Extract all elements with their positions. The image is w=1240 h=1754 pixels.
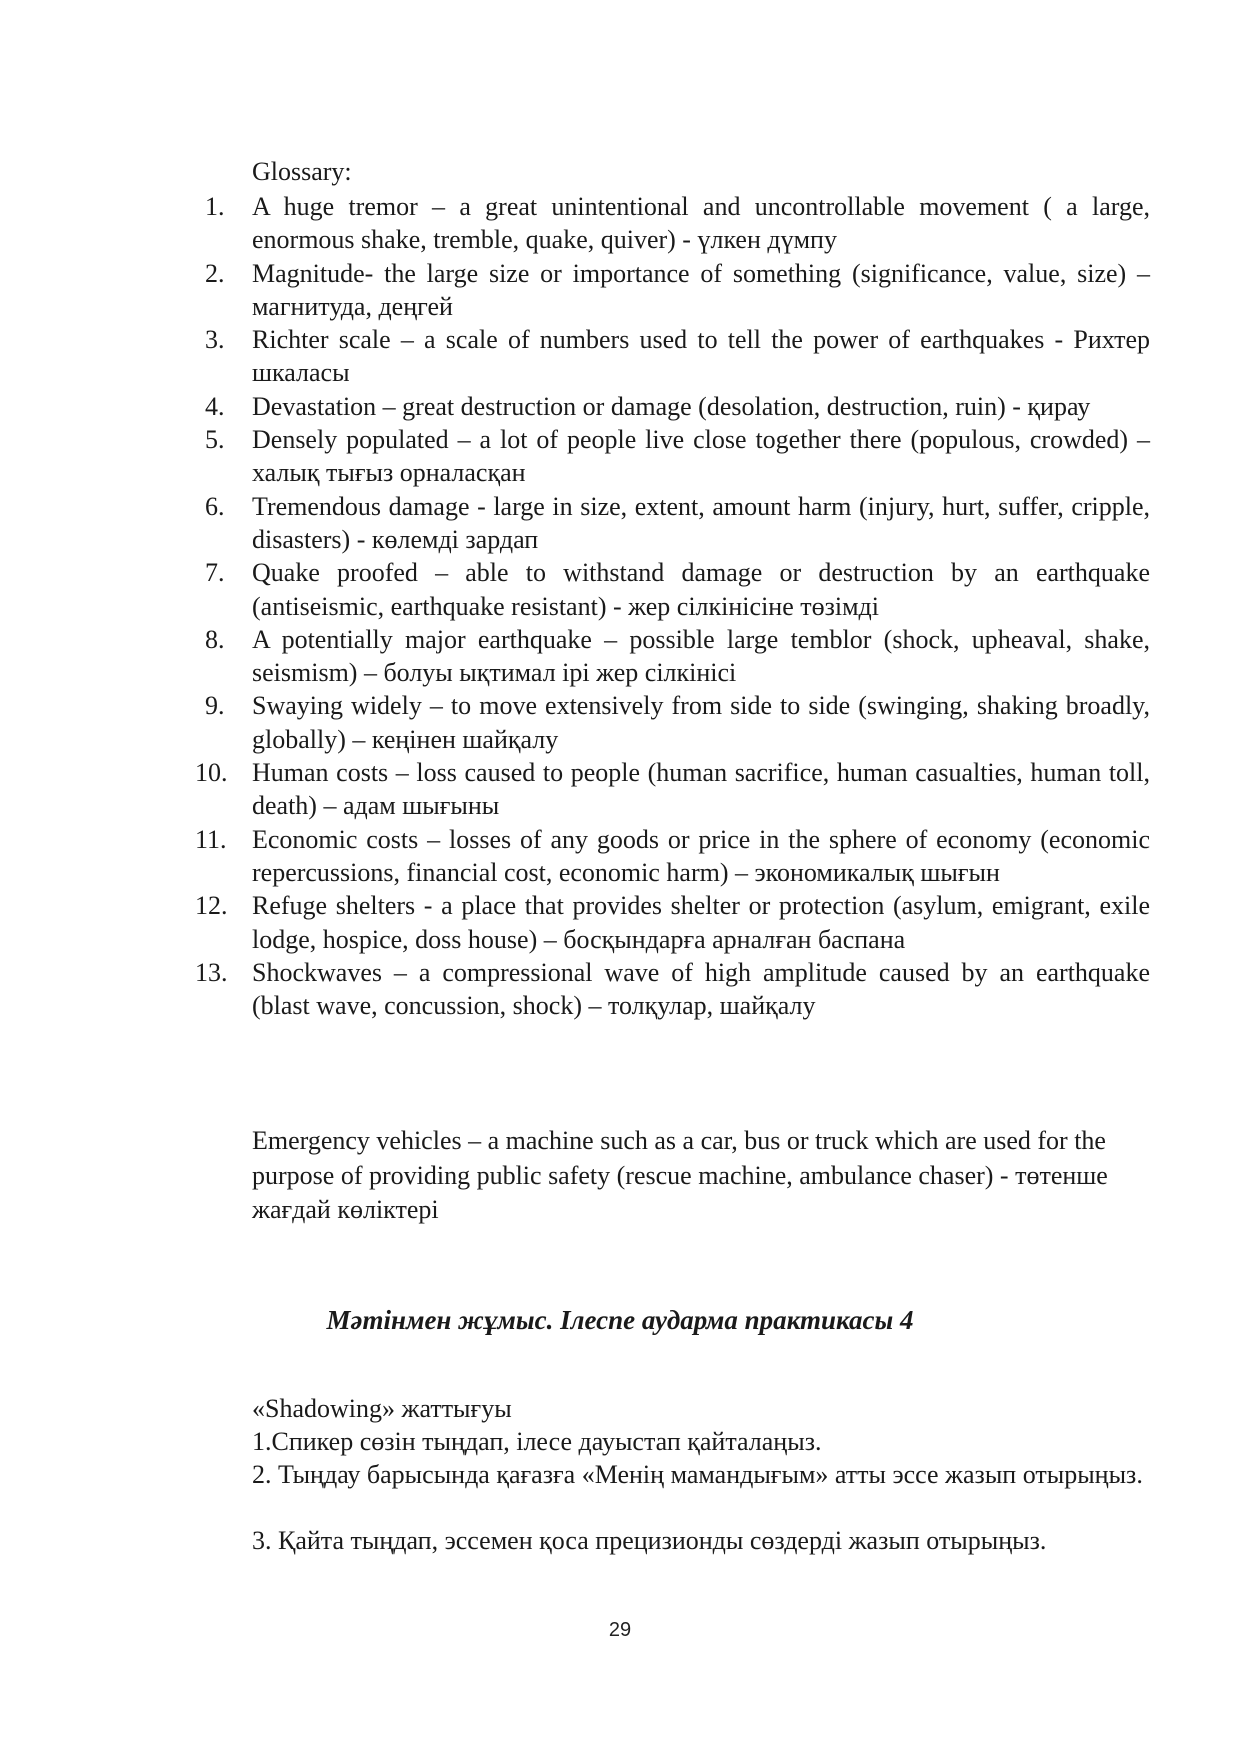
- item-number: 5.: [205, 425, 225, 455]
- glossary-item: [195, 889, 1150, 956]
- item-text: Economic costs – losses of any goods or price in the sphere of economy (economic repercussions, financial cost, economic harm) – экономикалық шығын: [252, 824, 1150, 887]
- glossary-item: [205, 390, 1150, 423]
- item-number: 9.: [205, 691, 225, 721]
- item-number: 2.: [205, 258, 225, 288]
- item-number: 12.: [195, 891, 228, 921]
- item-number: 8.: [205, 624, 225, 654]
- exercise-step-2: 2. Тыңдау барысында қағазға «Менің мамандығым» атты эссе жазып отырыңыз.: [252, 1460, 1143, 1489]
- item-text: Human costs – loss caused to people (human sacrifice, human casualties, human toll, death) – адам шығыны: [252, 758, 1150, 821]
- glossary-item: [195, 823, 1150, 890]
- item-number: 4.: [205, 391, 225, 421]
- item-number: 10.: [195, 758, 228, 788]
- item-text: Swaying widely – to move extensively from side to side (swinging, shaking broadly, globally) – кеңінен шайқалу: [252, 691, 1150, 754]
- section-title: Мәтінмен жұмыс. Ілеспе аударма практикасы 4: [326, 1305, 914, 1335]
- item-number: 7.: [205, 558, 225, 588]
- item-text: Quake proofed – able to withstand damage or destruction by an earthquake (antiseismic, earthquake resistant) - жер сілкінісіне төзімді: [252, 558, 1150, 621]
- item-text: A huge tremor – a great unintentional and uncontrollable movement ( a large, enormous shake, tremble, quake, quiver) - үлкен дүмпу: [252, 192, 1150, 255]
- glossary-list: [195, 190, 1150, 1022]
- exercise-step-1: 1.Спикер сөзін тыңдап, ілесе дауыстап қайталаңыз.: [252, 1427, 822, 1456]
- item-number: 3.: [205, 325, 225, 355]
- item-text: Richter scale – a scale of numbers used to tell the power of earthquakes - Рихтер шкаласы: [252, 325, 1150, 388]
- item-text: A potentially major earthquake – possible large temblor (shock, upheaval, shake, seismism) – болуы ықтимал ірі жер сілкінісі: [252, 624, 1150, 688]
- item-number: 13.: [195, 957, 228, 987]
- item-number: 6.: [205, 491, 225, 521]
- exercise-title: «Shadowing» жаттығуы: [252, 1394, 512, 1423]
- glossary-item: [205, 423, 1150, 490]
- page-number: 29: [608, 1619, 632, 1641]
- glossary-heading: Glossary:: [252, 157, 352, 186]
- glossary-item: [205, 689, 1150, 756]
- glossary-item: [205, 257, 1150, 324]
- item-number: 1.: [205, 192, 225, 221]
- item-text: Devastation – great destruction or damage (desolation, destruction, ruin) - қирау: [252, 391, 1091, 421]
- item-text: Shockwaves – a compressional wave of high amplitude caused by an earthquake (blast wave, concussion, shock) – толқулар, шайқалу: [252, 957, 1150, 1021]
- glossary-extra-entry: Emergency vehicles – a machine such as a car, bus or truck which are used for the purpose of providing public safety (rescue machine, ambulance chaser) - төтенше жағдай көліктері: [252, 1126, 1108, 1224]
- item-text: Magnitude- the large size or importance of something (significance, value, size) – магнитуда, деңгей: [252, 258, 1150, 321]
- glossary-item: [205, 623, 1150, 690]
- exercise-step-3: 3. Қайта тыңдап, эссемен қоса прецизионды сөздерді жазып отырыңыз.: [252, 1526, 1047, 1555]
- item-text: Densely populated – a lot of people live close together there (populous, crowded) – халық тығыз орналасқан: [252, 425, 1150, 488]
- glossary-item: [205, 556, 1150, 623]
- item-text: Tremendous damage - large in size, extent, amount harm (injury, hurt, suffer, cripple, disasters) - көлемді зардап: [252, 491, 1150, 554]
- item-text: Refuge shelters - a place that provides shelter or protection (asylum, emigrant, exile lodge, hospice, doss house) – босқындарға арналған баспана: [252, 891, 1150, 954]
- glossary-item: [205, 490, 1150, 557]
- glossary-item: [195, 956, 1150, 1023]
- glossary-item: [205, 323, 1150, 390]
- glossary-item: [205, 190, 1150, 257]
- glossary-item: [195, 756, 1150, 823]
- item-number: 11.: [195, 824, 227, 854]
